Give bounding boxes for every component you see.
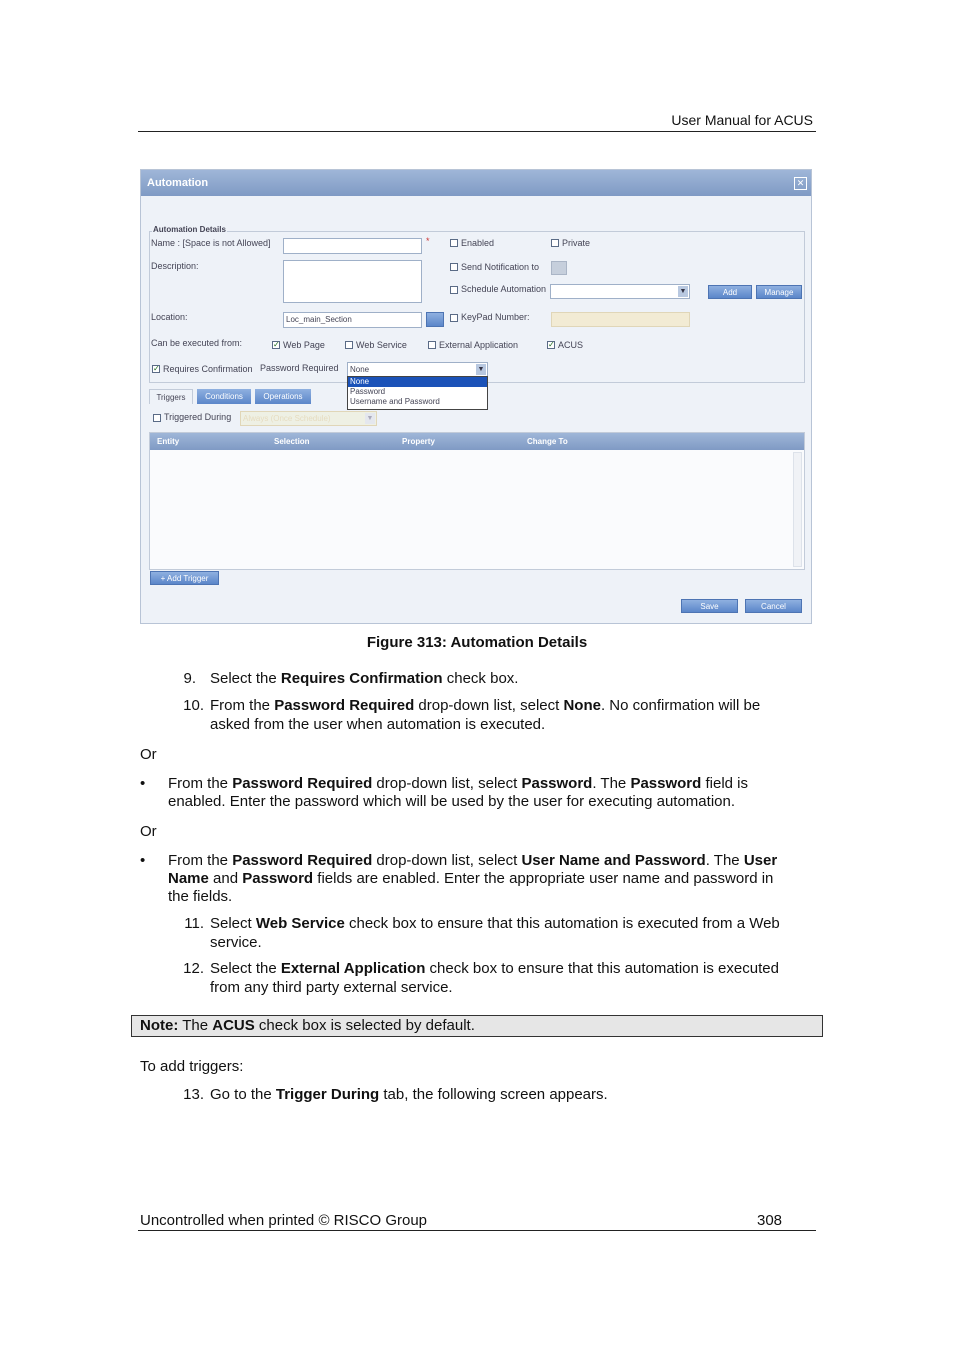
menu-item-password[interactable]: Password	[350, 387, 386, 396]
close-icon[interactable]: ✕	[794, 177, 807, 190]
step-number: 11.	[184, 915, 204, 932]
add-button[interactable]: Add	[708, 285, 752, 299]
automation-dialog-figure	[140, 169, 812, 624]
bullet-text-line-1: From the Password Required drop-down list, select User Name and Password. The User	[168, 852, 778, 869]
notification-picker-button[interactable]	[551, 261, 567, 275]
schedule-automation-checkbox[interactable]	[450, 286, 458, 294]
step-10	[0, 697, 954, 737]
external-application-label: External Application	[439, 340, 519, 350]
figure-caption: Figure 313: Automation Details	[366, 634, 588, 651]
triggered-during-checkbox[interactable]	[153, 414, 161, 422]
location-browse-button[interactable]	[426, 312, 444, 327]
add-trigger-button[interactable]: + Add Trigger	[150, 571, 219, 585]
grid-header	[150, 433, 804, 450]
chevron-down-icon: ▼	[366, 415, 374, 422]
triggered-during-value: Always (Once Schedule)	[243, 414, 331, 423]
bullet-text-line-2: enabled. Enter the password which will be used by the user for executing automation.	[168, 793, 735, 810]
location-label: Location:	[151, 312, 188, 322]
triggered-during-select	[240, 411, 377, 426]
keypad-number-input	[551, 312, 690, 327]
description-input[interactable]	[283, 260, 422, 303]
password-required-menu	[347, 376, 488, 410]
can-execute-label: Can be executed from:	[151, 338, 243, 348]
step-text-line-1: Select Web Service check box to ensure that this automation is executed from a Web	[210, 915, 780, 932]
header-rule	[138, 131, 816, 132]
triggered-during-label: Triggered During	[164, 412, 232, 422]
step-text-line-2: from any third party external service.	[210, 979, 453, 996]
automation-details-group	[149, 231, 805, 383]
dialog-title: Automation	[141, 170, 811, 196]
manage-button[interactable]: Manage	[756, 285, 802, 299]
web-page-label: Web Page	[283, 340, 325, 350]
password-required-value: None	[350, 365, 370, 374]
menu-item-username-password[interactable]: Username and Password	[350, 397, 440, 406]
grid-col-property: Property	[402, 437, 435, 446]
bullet-text-line-3: the fields.	[168, 888, 233, 905]
bullet-icon: •	[140, 852, 146, 869]
send-notification-label: Send Notification to	[461, 262, 540, 272]
enabled-label: Enabled	[461, 238, 495, 248]
grid-col-change-to: Change To	[527, 437, 568, 446]
chevron-down-icon: ▼	[477, 366, 485, 373]
step-number: 13.	[183, 1086, 204, 1103]
document-header: User Manual for ACUS	[671, 112, 813, 128]
step-9	[0, 670, 954, 690]
name-label: Name : [Space is not Allowed]	[151, 238, 271, 248]
bullet-icon: •	[140, 775, 146, 792]
grid-scrollbar[interactable]	[793, 452, 802, 567]
step-text-line-1: Select the External Application check box to ensure that this automation is executed	[210, 960, 779, 977]
triggers-grid	[149, 432, 805, 570]
step-text: Select the Requires Confirmation check box.	[210, 670, 519, 687]
tab-operations[interactable]: Operations	[255, 389, 311, 404]
requires-confirmation-label: Requires Confirmation	[163, 364, 253, 374]
bullet-text-line-1: From the Password Required drop-down list, select Password. The Password field is	[168, 775, 748, 792]
web-service-checkbox[interactable]	[345, 341, 353, 349]
send-notification-checkbox[interactable]	[450, 263, 458, 271]
tab-triggers[interactable]: Triggers	[149, 389, 193, 404]
step-11	[0, 915, 954, 955]
step-number: 9.	[183, 670, 196, 687]
bullet-username-password	[0, 852, 954, 910]
step-text-line-2: asked from the user when automation is executed.	[210, 716, 546, 733]
requires-confirmation-checkbox[interactable]: ✓	[153, 364, 160, 373]
schedule-select[interactable]	[550, 284, 690, 299]
web-page-checkbox[interactable]: ✓	[273, 340, 280, 349]
step-number: 10.	[183, 697, 204, 714]
step-text: Go to the Trigger During tab, the following screen appears.	[210, 1086, 608, 1103]
grid-col-selection: Selection	[274, 437, 310, 446]
description-label: Description:	[151, 261, 199, 271]
private-checkbox[interactable]	[551, 239, 559, 247]
web-service-label: Web Service	[356, 340, 407, 350]
step-text-line-2: service.	[210, 934, 262, 951]
password-required-select[interactable]	[347, 362, 488, 377]
keypad-number-label: KeyPad Number:	[461, 312, 530, 322]
schedule-automation-label: Schedule Automation	[461, 284, 547, 294]
acus-checkbox[interactable]: ✓	[548, 340, 555, 349]
section-legend: Automation Details	[153, 225, 226, 234]
menu-item-none[interactable]: None	[348, 377, 487, 387]
location-input[interactable]: Loc_main_Section	[283, 312, 422, 328]
external-application-checkbox[interactable]	[428, 341, 436, 349]
or-separator: Or	[140, 823, 157, 840]
password-required-label: Password Required	[260, 363, 339, 373]
save-button[interactable]: Save	[681, 599, 738, 613]
enabled-checkbox[interactable]	[450, 239, 458, 247]
note-box: Note: The ACUS check box is selected by default.	[131, 1015, 823, 1037]
name-input[interactable]	[283, 238, 422, 254]
keypad-number-checkbox[interactable]	[450, 314, 458, 322]
cancel-button[interactable]: Cancel	[745, 599, 802, 613]
private-label: Private	[562, 238, 591, 248]
step-text-line-1: From the Password Required drop-down list, select None. No confirmation will be	[210, 697, 761, 714]
acus-label: ACUS	[558, 340, 584, 350]
chevron-down-icon: ▼	[679, 288, 687, 295]
footer-copyright: Uncontrolled when printed © RISCO Group	[140, 1212, 428, 1229]
tab-conditions[interactable]: Conditions	[197, 389, 251, 404]
grid-col-entity: Entity	[157, 437, 180, 446]
bullet-text-line-2: Name and Password fields are enabled. Enter the appropriate user name and password in	[168, 870, 774, 887]
or-separator: Or	[140, 746, 157, 763]
step-number: 12.	[183, 960, 204, 977]
footer-rule	[138, 1230, 816, 1231]
bullet-password	[0, 775, 954, 815]
required-marker: *	[426, 236, 430, 246]
page-number: 308	[757, 1212, 783, 1229]
add-triggers-heading: To add triggers:	[140, 1058, 244, 1075]
step-13	[0, 1086, 954, 1106]
step-12	[0, 960, 954, 1000]
